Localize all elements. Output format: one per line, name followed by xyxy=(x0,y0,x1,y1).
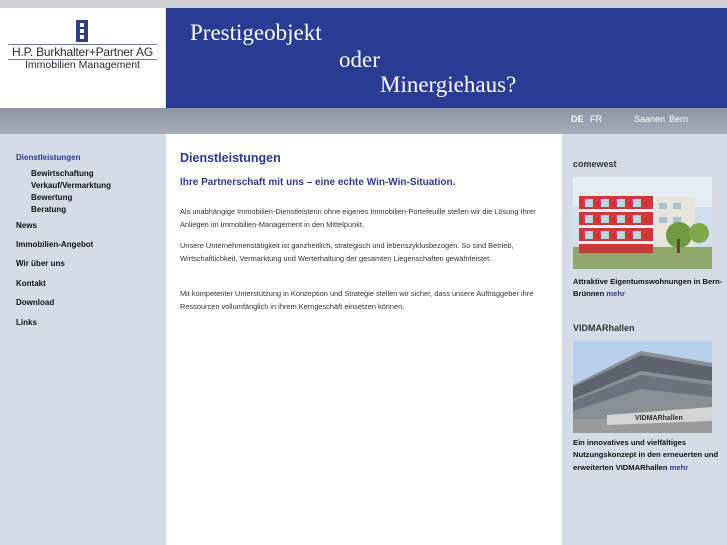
company-name: H.P. Burkhalter+Partner AG xyxy=(12,45,153,59)
teaser-title: comewest xyxy=(573,159,617,169)
content-paragraph: Als unabhängige Immobilien-Dienstleisterin ohne eigenes Immobilien-Portefeuille stellen wir die Lösung Ihrer Anliegen im Immobilien-Management in den Mittelpunkt. xyxy=(180,207,536,229)
sidebar-item-immobilien-angebot[interactable]: Immobilien-Angebot xyxy=(16,240,94,249)
sidebar-item-kontakt[interactable]: Kontakt xyxy=(16,279,46,288)
sidebar-item-download[interactable]: Download xyxy=(16,298,55,307)
page-title: Dienstleistungen xyxy=(180,151,281,165)
vidmarhallen-thumbnail[interactable] xyxy=(573,341,712,433)
comewest-thumbnail[interactable] xyxy=(573,177,712,269)
vidmarhallen-more-link[interactable]: mehr xyxy=(669,462,689,472)
banner-line-3: Minergiehaus? xyxy=(380,72,517,97)
comewest-more-link[interactable]: mehr xyxy=(606,289,625,299)
logo[interactable] xyxy=(0,8,165,108)
sidebar-item-news[interactable]: News xyxy=(16,221,37,230)
top-navbar xyxy=(0,108,727,134)
sidebar xyxy=(0,134,165,545)
sidebar-subitem-bewirtschaftung[interactable]: Bewirtschaftung xyxy=(31,169,94,178)
company-subtitle: Immobilien Management xyxy=(25,59,140,71)
right-column xyxy=(563,134,727,545)
sidebar-item-dienstleistungen[interactable]: Dienstleistungen xyxy=(16,153,81,162)
company-logo-icon xyxy=(76,20,88,42)
location-saanen-link[interactable]: Saanen xyxy=(634,114,666,124)
page-subtitle: Ihre Partnerschaft mit uns – eine echte Win-Win-Situation. xyxy=(180,177,456,188)
language-de-link[interactable]: DE xyxy=(571,114,584,124)
vidmarhallen-sign-text: VIDMARhallen xyxy=(635,415,683,422)
teaser-text: Attraktive Eigentumswohnungen in Bern-Brünnen mehr xyxy=(573,277,723,299)
location-bern-link[interactable]: Bern xyxy=(669,114,689,124)
sidebar-subitem-beratung[interactable]: Beratung xyxy=(31,205,67,214)
header-banner xyxy=(166,8,727,108)
main-content xyxy=(166,134,562,545)
sidebar-subitem-bewertung[interactable]: Bewertung xyxy=(31,193,73,202)
content-paragraph: Unsere Unternehmenstätigkeit ist ganzheitlich, strategisch und lebenszyklusbezogen. So sind Betrieb, Wirtschaftlichkeit, Vermarktung und Werterhaltung der gesamten Liegenschaften gewährleistet. xyxy=(180,241,514,263)
content-paragraph: Mit kompetenter Unterstützung in Konzeption und Strategie stellen wir sicher, dass unsere Auftraggeber ihre Ressourcen vollumfänglich in ihrem Kerngeschäft einsetzen können. xyxy=(180,289,534,311)
top-line xyxy=(0,0,727,8)
language-fr-link[interactable]: FR xyxy=(590,114,602,124)
sidebar-item-links[interactable]: Links xyxy=(16,318,37,327)
teaser-title: VIDMARhallen xyxy=(573,323,635,333)
teaser-text: Ein innovatives und vielfältiges Nutzungskonzept in den erneuerten und erweiterten VIDMARhallen mehr xyxy=(573,438,719,472)
sidebar-subitem-verkauf[interactable]: Verkauf/Vermarktung xyxy=(31,181,112,190)
banner-line-2: oder xyxy=(339,47,380,72)
sidebar-item-wir-ueber-uns[interactable]: Wir über uns xyxy=(16,259,65,268)
banner-line-1: Prestigeobjekt xyxy=(190,20,322,45)
